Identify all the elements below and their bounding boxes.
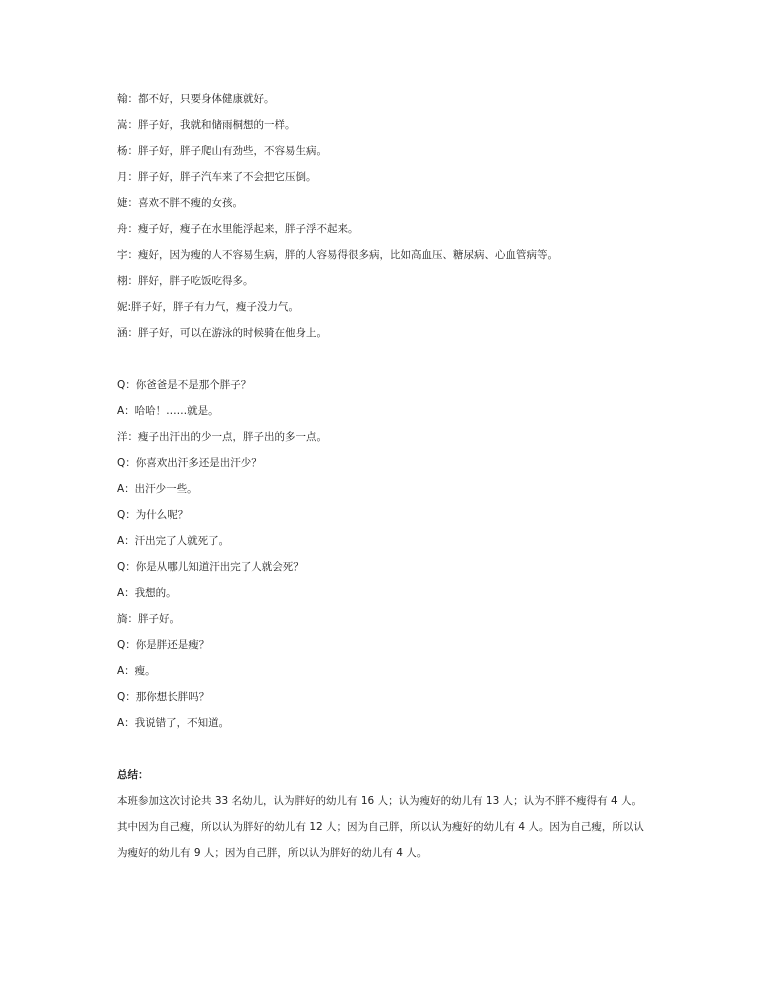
dialogue-line: A：瘦。 (117, 665, 156, 677)
dialogue-line: 舟：瘦子好，瘦子在水里能浮起来，胖子浮不起来。 (117, 223, 359, 235)
dialogue-line: Q：你喜欢出汗多还是出汗少？ (117, 457, 262, 469)
dialogue-line: 洋：瘦子出汗出的少一点，胖子出的多一点。 (117, 431, 327, 443)
dialogue-line: 婕：喜欢不胖不瘦的女孩。 (117, 197, 243, 209)
dialogue-line: A：我说错了，不知道。 (117, 717, 230, 729)
dialogue-line: 嵩：胖子好，我就和储雨桐想的一样。 (117, 119, 296, 131)
dialogue-line: A：汗出完了人就死了。 (117, 535, 230, 547)
dialogue-line: 旖：胖子好。 (117, 613, 180, 625)
dialogue-line: 翰：都不好，只要身体健康就好。 (117, 93, 275, 105)
summary-title: 总结： (117, 769, 149, 781)
dialogue-line: 涵：胖子好，可以在游泳的时候骑在他身上。 (117, 327, 327, 339)
dialogue-line: Q：你是胖还是瘦？ (117, 639, 210, 651)
dialogue-line: 宇：瘦好，因为瘦的人不容易生病，胖的人容易得很多病，比如高血压、糖尿病、心血管病等。 (117, 249, 558, 261)
dialogue-line: A：哈哈！……就是。 (117, 405, 219, 417)
summary-body: 本班参加这次讨论共 33 名幼儿，认为胖好的幼儿有 16 人；认为瘦好的幼儿有 13 人；认为不胖不瘦得有 4 人。其中因为自己瘦，所以认为胖好的幼儿有 12 人；因为自己胖，所以认为瘦好的幼儿有 4 人。因为自己瘦，所以认为瘦好的幼儿有 9 人；因为自己胖，所以认为胖好的幼儿有 4 人。 (117, 795, 644, 859)
dialogue-line: 月：胖子好，胖子汽车来了不会把它压倒。 (117, 171, 317, 183)
dialogue-line: Q：你爸爸是不是那个胖子？ (117, 379, 252, 391)
dialogue-line: 妮:胖子好，胖子有力气，瘦子没力气。 (117, 301, 300, 313)
document-page (117, 86, 657, 866)
paragraph-gap (117, 346, 657, 372)
paragraph-gap (117, 736, 657, 762)
dialogue-line: 栩：胖好，胖子吃饭吃得多。 (117, 275, 254, 287)
dialogue-line: Q：为什么呢？ (117, 509, 189, 521)
dialogue-line: A：出汗少一些。 (117, 483, 198, 495)
dialogue-line: Q：那你想长胖吗？ (117, 691, 210, 703)
dialogue-line: Q：你是从哪儿知道汗出完了人就会死？ (117, 561, 304, 573)
dialogue-line: A：我想的。 (117, 587, 177, 599)
dialogue-line: 杨：胖子好，胖子爬山有劲些，不容易生病。 (117, 145, 327, 157)
